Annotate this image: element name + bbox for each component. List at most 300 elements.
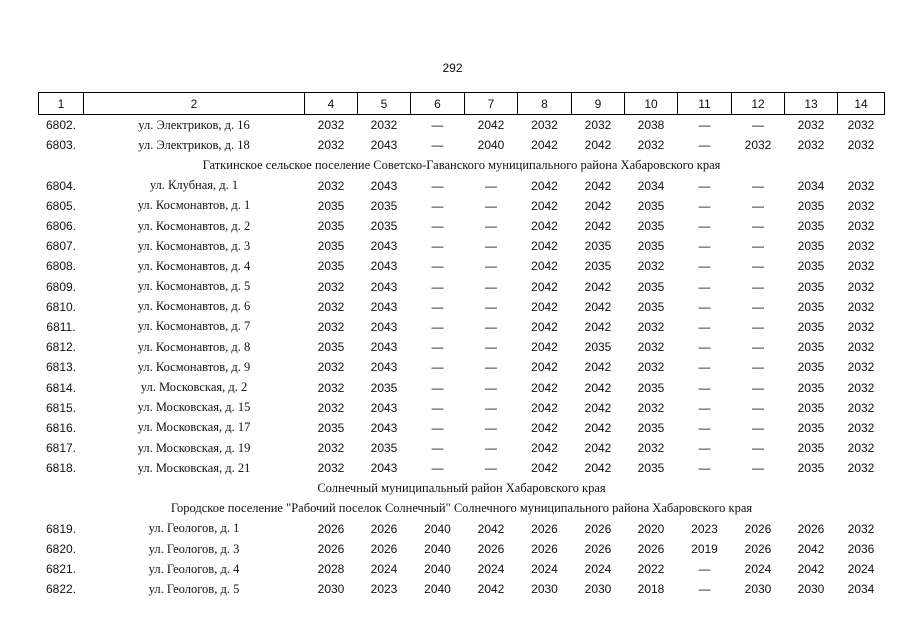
year-cell-col-11: — [698,299,711,314]
year-cell-col-10: 2035 [637,299,665,314]
header-col-8: 8 [518,93,572,115]
year-cell-col-7: — [485,259,497,274]
section-heading-row [39,499,885,519]
year-cell-col-7: — [485,198,497,213]
year-cell-col-13: 2035 [797,380,825,395]
row-number: 6806. [45,219,77,234]
address-cell: ул. Геологов, д. 4 [148,561,240,576]
year-cell-col-12: — [752,400,764,415]
year-cell-col-4: 2035 [317,219,345,234]
year-cell-col-10: 2032 [637,340,665,355]
year-cell-col-10: 2026 [637,542,665,557]
table-row [39,539,885,559]
year-cell-col-11: — [698,178,711,193]
year-cell-col-11: — [698,340,711,355]
year-cell-col-6: — [431,360,444,375]
year-cell-col-14: 2034 [847,582,875,597]
year-cell-col-4: 2035 [317,420,345,435]
year-cell-col-4: 2032 [317,380,345,395]
year-cell-col-11: — [698,360,711,375]
year-cell-col-7: — [485,239,497,254]
year-cell-col-10: 2035 [637,219,665,234]
year-cell-col-5: 2043 [370,279,398,294]
year-cell-col-12: — [752,461,764,476]
table-row [39,297,885,317]
year-cell-col-5: 2026 [370,542,398,557]
year-cell-col-11: 2023 [691,521,718,536]
year-cell-col-7: — [485,420,497,435]
year-cell-col-13: 2035 [797,360,825,375]
year-cell-col-14: 2032 [847,420,875,435]
year-cell-col-8: 2042 [531,138,558,153]
year-cell-col-4: 2026 [317,521,345,536]
table-row [39,216,885,236]
year-cell-col-6: — [431,441,444,456]
year-cell-col-9: 2035 [584,239,612,254]
year-cell-col-12: — [752,319,764,334]
year-cell-col-5: 2043 [370,461,398,476]
year-cell-col-11: — [698,279,711,294]
header-col-4: 4 [305,93,358,115]
year-cell-col-12: — [752,198,764,213]
year-cell-col-13: 2034 [797,178,825,193]
year-cell-col-13: 2035 [797,299,825,314]
year-cell-col-14: 2032 [847,198,875,213]
year-cell-col-7: — [485,319,497,334]
year-cell-col-12: 2030 [744,582,772,597]
year-cell-col-10: 2020 [637,521,665,536]
year-cell-col-14: 2032 [847,521,875,536]
section-heading-row [39,155,885,175]
year-cell-col-7: — [485,178,497,193]
year-cell-col-7: — [485,360,497,375]
year-cell-col-14: 2032 [847,319,875,334]
year-cell-col-4: 2026 [317,542,345,557]
year-cell-col-8: 2042 [531,239,558,254]
address-cell: ул. Космонавтов, д. 8 [137,339,251,354]
address-cell: ул. Космонавтов, д. 6 [137,299,251,314]
row-number: 6808. [45,259,77,274]
year-cell-col-8: 2026 [531,542,558,557]
year-cell-col-4: 2035 [317,239,345,254]
header-col-13: 13 [785,93,838,115]
table-row [39,579,885,599]
year-cell-col-5: 2043 [370,299,398,314]
address-cell: ул. Космонавтов, д. 7 [137,319,251,334]
year-cell-col-12: 2026 [744,521,772,536]
year-cell-col-6: 2040 [424,582,451,597]
address-cell: ул. Космонавтов, д. 4 [137,258,251,273]
row-number: 6807. [45,239,77,254]
row-number: 6803. [45,138,77,153]
address-cell: ул. Космонавтов, д. 5 [137,279,251,294]
year-cell-col-12: — [752,360,764,375]
year-cell-col-10: 2032 [637,138,665,153]
year-cell-col-14: 2032 [847,299,875,314]
year-cell-col-5: 2043 [370,178,398,193]
year-cell-col-14: 2032 [847,400,875,415]
year-cell-col-14: 2024 [847,562,875,577]
year-cell-col-9: 2042 [584,279,612,294]
year-cell-col-5: 2032 [370,118,398,133]
row-number: 6822. [45,582,77,597]
year-cell-col-9: 2024 [584,562,612,577]
year-cell-col-9: 2026 [584,521,612,536]
section-heading: Солнечный муниципальный район Хабаровского края [317,480,606,495]
year-cell-col-8: 2042 [531,299,558,314]
year-cell-col-14: 2032 [847,380,875,395]
year-cell-col-11: — [698,582,711,597]
year-cell-col-7: — [485,279,497,294]
year-cell-col-12: — [752,279,764,294]
year-cell-col-11: — [698,420,711,435]
year-cell-col-9: 2035 [584,259,612,274]
year-cell-col-6: — [431,461,444,476]
header-col-14: 14 [838,93,885,115]
year-cell-col-9: 2042 [584,360,612,375]
year-cell-col-6: 2040 [424,521,451,536]
row-number: 6813. [45,360,77,375]
address-cell: ул. Московская, д. 15 [137,400,251,415]
year-cell-col-10: 2032 [637,400,665,415]
year-cell-col-12: — [752,118,764,133]
year-cell-col-11: — [698,380,711,395]
section-heading: Городское поселение "Рабочий поселок Солнечный" Солнечного муниципального района Хабаровского края [170,501,753,516]
year-cell-col-8: 2042 [531,198,558,213]
year-cell-col-10: 2018 [637,582,665,597]
year-cell-col-5: 2043 [370,138,398,153]
year-cell-col-7: 2026 [477,542,505,557]
row-number: 6820. [45,542,77,557]
table-row [39,176,885,196]
year-cell-col-11: — [698,319,711,334]
table-body [39,115,885,600]
year-cell-col-7: — [485,441,497,456]
year-cell-col-8: 2042 [531,319,558,334]
year-cell-col-9: 2042 [584,219,612,234]
year-cell-col-14: 2032 [847,138,875,153]
year-cell-col-13: 2032 [797,118,825,133]
year-cell-col-9: 2042 [584,319,612,334]
table-row [39,236,885,256]
year-cell-col-12: — [752,239,764,254]
year-cell-col-11: — [698,259,711,274]
year-cell-col-7: — [485,219,497,234]
year-cell-col-9: 2042 [584,198,612,213]
year-cell-col-10: 2032 [637,441,665,456]
year-cell-col-11: — [698,219,711,234]
year-cell-col-14: 2032 [847,118,875,133]
year-cell-col-7: 2042 [477,118,505,133]
year-cell-col-10: 2034 [637,178,665,193]
year-cell-col-14: 2032 [847,461,875,476]
header-col-6: 6 [411,93,465,115]
year-cell-col-12: — [752,441,764,456]
header-col-10: 10 [625,93,678,115]
table-row [39,377,885,397]
year-cell-col-5: 2043 [370,400,398,415]
year-cell-col-9: 2042 [584,299,612,314]
year-cell-col-13: 2035 [797,279,825,294]
year-cell-col-13: 2035 [797,400,825,415]
year-cell-col-6: — [431,279,444,294]
row-number: 6821. [45,562,77,577]
year-cell-col-8: 2042 [531,420,558,435]
year-cell-col-10: 2038 [637,118,665,133]
table-row [39,559,885,579]
row-number: 6812. [45,340,77,355]
year-cell-col-12: — [752,380,764,395]
year-cell-col-11: 2019 [691,542,718,557]
table-row [39,438,885,458]
address-cell: ул. Космонавтов, д. 9 [137,359,251,374]
year-cell-col-5: 2035 [370,198,398,213]
year-cell-col-11: — [698,138,711,153]
year-cell-col-10: 2022 [637,562,665,577]
year-cell-col-9: 2042 [584,178,612,193]
year-cell-col-6: — [431,178,444,193]
year-cell-col-4: 2032 [317,360,345,375]
year-cell-col-10: 2032 [637,360,665,375]
year-cell-col-13: 2035 [797,239,825,254]
year-cell-col-4: 2032 [317,319,345,334]
address-cell: ул. Космонавтов, д. 2 [137,218,251,233]
year-cell-col-14: 2032 [847,239,875,254]
year-cell-col-9: 2042 [584,138,612,153]
header-col-12: 12 [732,93,785,115]
year-cell-col-9: 2030 [584,582,612,597]
year-cell-col-13: 2032 [797,138,825,153]
year-cell-col-5: 2043 [370,340,398,355]
year-cell-col-5: 2026 [370,521,398,536]
row-number: 6817. [45,441,77,456]
year-cell-col-4: 2032 [317,299,345,314]
year-cell-col-7: — [485,461,497,476]
table-row [39,277,885,297]
year-cell-col-5: 2043 [370,319,398,334]
year-cell-col-8: 2042 [531,178,558,193]
row-number: 6805. [45,198,77,213]
year-cell-col-10: 2035 [637,420,665,435]
year-cell-col-10: 2035 [637,198,665,213]
table-row [39,418,885,438]
year-cell-col-9: 2042 [584,441,612,456]
year-cell-col-5: 2043 [370,420,398,435]
table-row [39,519,885,539]
year-cell-col-7: — [485,400,497,415]
address-cell: ул. Московская, д. 17 [137,420,251,435]
address-cell: ул. Московская, д. 2 [140,380,248,395]
year-cell-col-5: 2043 [370,360,398,375]
year-cell-col-9: 2026 [584,542,612,557]
year-cell-col-6: — [431,259,444,274]
year-cell-col-6: — [431,299,444,314]
year-cell-col-8: 2042 [531,259,558,274]
year-cell-col-13: 2035 [797,441,825,456]
year-cell-col-14: 2032 [847,441,875,456]
row-number: 6804. [45,178,77,193]
year-cell-col-14: 2032 [847,178,875,193]
row-number: 6819. [45,521,77,536]
year-cell-col-6: — [431,420,444,435]
year-cell-col-12: — [752,219,764,234]
header-col-2: 2 [84,93,305,115]
year-cell-col-11: — [698,461,711,476]
year-cell-col-8: 2042 [531,441,558,456]
year-cell-col-8: 2042 [531,340,558,355]
row-number: 6818. [45,461,77,476]
year-cell-col-13: 2035 [797,420,825,435]
year-cell-col-4: 2032 [317,441,345,456]
year-cell-col-9: 2032 [584,118,612,133]
table-row [39,317,885,337]
year-cell-col-8: 2042 [531,461,558,476]
year-cell-col-11: — [698,239,711,254]
year-cell-col-7: — [485,340,497,355]
year-cell-col-4: 2032 [317,138,345,153]
year-cell-col-6: — [431,219,444,234]
year-cell-col-13: 2035 [797,319,825,334]
year-cell-col-5: 2035 [370,380,398,395]
year-cell-col-8: 2024 [531,562,558,577]
year-cell-col-5: 2035 [370,441,398,456]
table-row [39,115,885,136]
header-row [39,93,885,115]
year-cell-col-13: 2030 [797,582,825,597]
year-cell-col-4: 2032 [317,461,345,476]
year-cell-col-11: — [698,198,711,213]
year-cell-col-4: 2032 [317,400,345,415]
year-cell-col-10: 2035 [637,380,665,395]
table-row [39,196,885,216]
year-cell-col-7: 2024 [477,562,505,577]
year-cell-col-6: — [431,138,444,153]
year-cell-col-13: 2035 [797,259,825,274]
year-cell-col-10: 2035 [637,461,665,476]
year-cell-col-4: 2032 [317,279,345,294]
address-cell: ул. Московская, д. 21 [137,460,251,475]
year-cell-col-8: 2030 [531,582,558,597]
year-cell-col-14: 2036 [847,542,875,557]
section-heading-row [39,478,885,498]
year-cell-col-7: 2040 [477,138,505,153]
table-row [39,398,885,418]
year-cell-col-4: 2035 [317,340,345,355]
year-cell-col-12: — [752,420,764,435]
year-cell-col-7: — [485,380,497,395]
year-cell-col-9: 2042 [584,461,612,476]
address-cell: ул. Электриков, д. 18 [138,137,250,152]
year-cell-col-12: — [752,340,764,355]
year-cell-col-14: 2032 [847,340,875,355]
year-cell-col-12: 2026 [744,542,772,557]
year-cell-col-12: 2032 [744,138,772,153]
year-cell-col-4: 2028 [317,562,345,577]
year-cell-col-6: — [431,118,444,133]
table-row [39,135,885,155]
year-cell-col-10: 2032 [637,319,665,334]
year-cell-col-10: 2035 [637,239,665,254]
year-cell-col-6: — [431,239,444,254]
row-number: 6802. [45,118,77,133]
year-cell-col-12: — [752,178,764,193]
row-number: 6815. [45,400,77,415]
year-cell-col-5: 2024 [370,562,398,577]
year-cell-col-4: 2032 [317,118,345,133]
header-col-7: 7 [465,93,518,115]
year-cell-col-4: 2035 [317,259,345,274]
year-cell-col-8: 2042 [531,400,558,415]
year-cell-col-4: 2030 [317,582,345,597]
year-cell-col-11: — [698,400,711,415]
page-number: 292 [442,61,463,75]
year-cell-col-12: 2024 [744,562,772,577]
row-number: 6810. [45,299,77,314]
year-cell-col-6: — [431,380,444,395]
year-cell-col-8: 2042 [531,279,558,294]
year-cell-col-14: 2032 [847,259,875,274]
year-cell-col-11: — [698,441,711,456]
row-number: 6809. [45,279,77,294]
year-cell-col-14: 2032 [847,279,875,294]
year-cell-col-5: 2043 [370,239,398,254]
year-cell-col-6: 2040 [424,542,451,557]
section-heading: Гаткинское сельское поселение Советско-Гаванского муниципального района Хабаровского края [202,157,721,172]
year-cell-col-8: 2042 [531,219,558,234]
year-cell-col-8: 2042 [531,360,558,375]
table-row [39,337,885,357]
row-number: 6814. [45,380,77,395]
schedule-table [38,92,885,600]
year-cell-col-7: 2042 [477,521,505,536]
year-cell-col-6: 2040 [424,562,451,577]
address-cell: ул. Электриков, д. 16 [138,117,250,132]
year-cell-col-5: 2035 [370,219,398,234]
year-cell-col-7: — [485,299,497,314]
year-cell-col-9: 2042 [584,380,612,395]
year-cell-col-11: — [698,118,711,133]
year-cell-col-10: 2032 [637,259,665,274]
header-col-1: 1 [39,93,84,115]
year-cell-col-13: 2035 [797,461,825,476]
year-cell-col-5: 2043 [370,259,398,274]
address-cell: ул. Космонавтов, д. 1 [137,198,251,213]
year-cell-col-14: 2032 [847,360,875,375]
year-cell-col-9: 2042 [584,420,612,435]
year-cell-col-13: 2042 [797,542,825,557]
table-row [39,458,885,478]
table-row [39,357,885,377]
year-cell-col-9: 2035 [584,340,612,355]
header-col-11: 11 [678,93,732,115]
header-col-9: 9 [572,93,625,115]
year-cell-col-4: 2035 [317,198,345,213]
year-cell-col-13: 2035 [797,198,825,213]
header-col-5: 5 [358,93,411,115]
year-cell-col-13: 2026 [797,521,825,536]
year-cell-col-13: 2042 [797,562,825,577]
year-cell-col-13: 2035 [797,219,825,234]
year-cell-col-12: — [752,299,764,314]
year-cell-col-10: 2035 [637,279,665,294]
year-cell-col-8: 2026 [531,521,558,536]
row-number: 6811. [46,319,76,334]
year-cell-col-7: 2042 [477,582,505,597]
address-cell: ул. Геологов, д. 3 [148,541,240,556]
address-cell: ул. Московская, д. 19 [137,440,251,455]
address-cell: ул. Клубная, д. 1 [149,178,239,193]
row-number: 6816. [45,420,77,435]
